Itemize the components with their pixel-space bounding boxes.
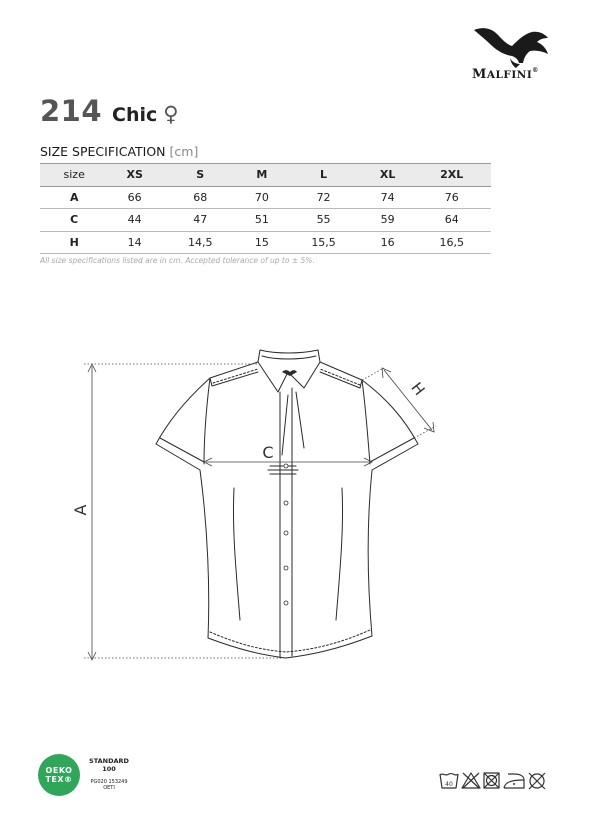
table-cell: 74 xyxy=(380,190,395,204)
table-row xyxy=(40,231,491,254)
table-cell: 14,5 xyxy=(187,235,213,249)
table-header-row xyxy=(40,164,491,187)
row-label: H xyxy=(69,235,79,249)
header-size-m: M xyxy=(239,164,284,187)
shirt-button xyxy=(284,464,288,468)
table-cell: 44 xyxy=(127,213,142,227)
female-icon: ♀ xyxy=(163,102,179,126)
wash-temp-label: 40 xyxy=(445,781,453,788)
table-cell: 15,5 xyxy=(311,235,336,249)
collar xyxy=(258,350,320,392)
collar-label-icon xyxy=(282,370,297,376)
table-cell: 72 xyxy=(316,190,331,204)
shirt-button xyxy=(284,601,288,605)
size-table xyxy=(40,163,491,254)
table-cell: 51 xyxy=(254,213,269,227)
table-cell: 16,5 xyxy=(439,235,464,249)
table-cell: 55 xyxy=(316,213,331,227)
table-cell: 66 xyxy=(127,190,142,204)
brand-wordmark: MALFINI® xyxy=(472,67,539,82)
shirt-button xyxy=(284,501,288,505)
table-row xyxy=(40,186,491,209)
table-cell: 59 xyxy=(380,213,395,227)
care-symbols xyxy=(438,768,550,792)
no-dry-clean-icon xyxy=(529,773,545,789)
oeko-tex-certificate: STANDARD 100 PG020 153249 OETI xyxy=(89,757,129,791)
oeko-tex-logo: OEKO TEX® xyxy=(38,754,80,796)
table-cell: 76 xyxy=(444,190,459,204)
header-size-2xl: 2XL xyxy=(412,164,491,187)
header-size-xs: XS xyxy=(108,164,161,187)
measure-label-h: H xyxy=(407,378,429,399)
table-cell: 15 xyxy=(254,235,269,249)
spec-heading: SIZE SPECIFICATION [cm] xyxy=(40,144,199,159)
table-cell: 16 xyxy=(380,235,395,249)
iron-low-icon xyxy=(504,774,524,788)
table-cell: 68 xyxy=(193,190,208,204)
table-cell: 70 xyxy=(254,190,269,204)
header-size-label: size xyxy=(40,164,108,187)
shirt-button xyxy=(284,566,288,570)
table-cell: 64 xyxy=(444,213,459,227)
header-size-xl: XL xyxy=(363,164,413,187)
header-size-s: S xyxy=(161,164,240,187)
header-size-l: L xyxy=(284,164,363,187)
product-number: 214 xyxy=(40,94,103,128)
row-label: C xyxy=(70,213,79,227)
product-title xyxy=(40,94,179,128)
no-tumble-dry-icon xyxy=(484,773,499,788)
product-name: Chic xyxy=(112,104,158,126)
measure-label-c: C xyxy=(262,443,274,462)
table-row xyxy=(40,209,491,232)
table-cell: 47 xyxy=(193,213,208,227)
shirt-button xyxy=(284,531,288,535)
no-bleach-icon xyxy=(462,773,480,788)
table-cell: 14 xyxy=(127,235,142,249)
measure-label-a: A xyxy=(71,504,90,516)
row-label: A xyxy=(69,190,79,204)
tolerance-note: All size specifications listed are in cm. Accepted tolerance of up to ± 5%. xyxy=(40,256,315,265)
shirt-drawing xyxy=(0,330,591,670)
